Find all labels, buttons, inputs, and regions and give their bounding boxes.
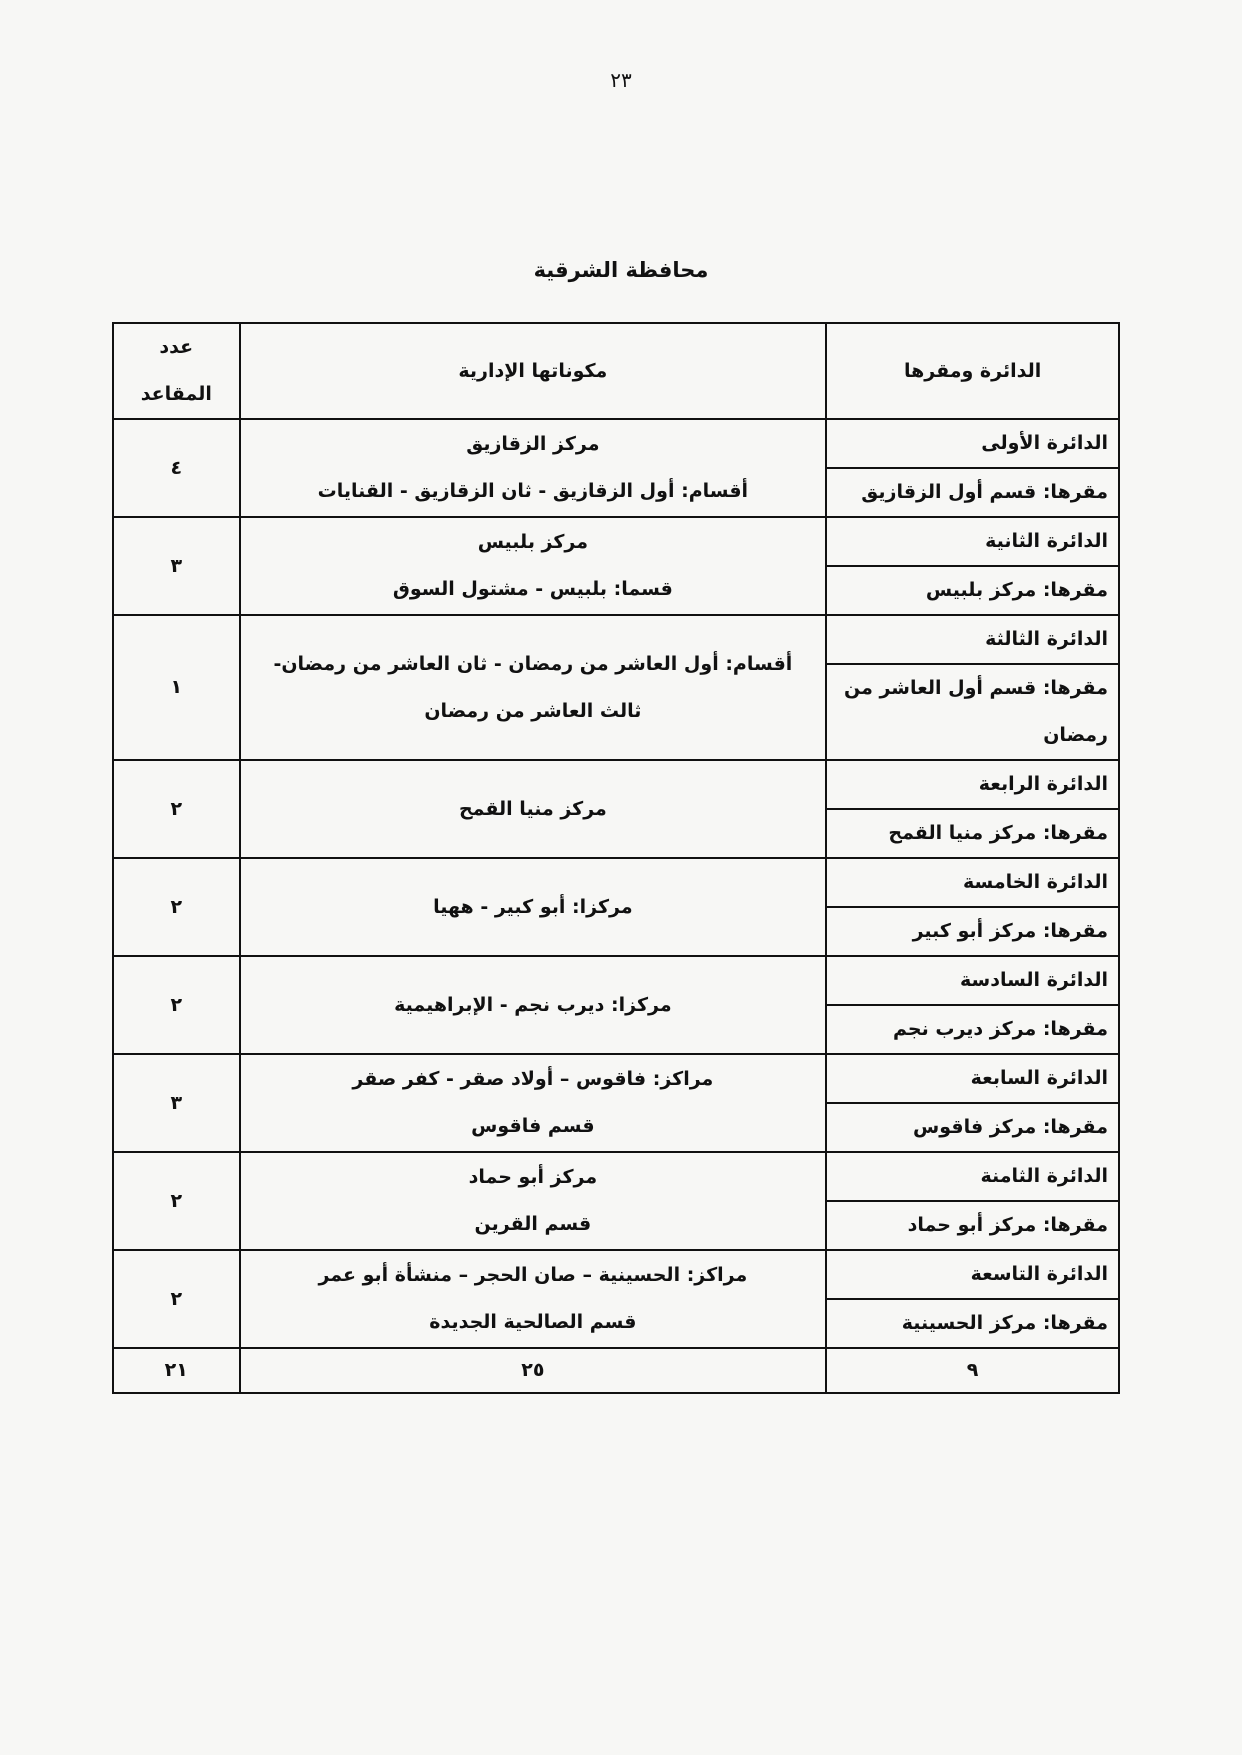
component-line: قسم القرين [474,1213,592,1235]
seats-count: ٢ [113,858,240,956]
components-cell [240,615,827,760]
constituency-name: الدائرة الثالثة [826,615,1119,664]
component-line: قسما: بلبيس - مشتول السوق [392,578,673,600]
component-line: مراكز: فاقوس – أولاد صقر - كفر صقر [352,1068,714,1090]
component-line: مركز أبو حماد [468,1166,598,1188]
constituency-name: الدائرة الخامسة [826,858,1119,907]
seats-count: ٢ [113,1250,240,1348]
total-constituencies: ٩ [826,1348,1119,1393]
constituency-seat: مقرها: مركز فاقوس [826,1103,1119,1152]
constituency-seat: مقرها: مركز ديرب نجم [826,1005,1119,1054]
component-line: أقسام: أول العاشر من رمضان - ثان العاشر من رمضان- ثالث العاشر من رمضان [273,652,793,722]
constituency-seat: مقرها: مركز أبو حماد [826,1201,1119,1250]
components-cell [240,760,827,858]
constituency-name: الدائرة الثامنة [826,1152,1119,1201]
components-cell [240,1250,827,1348]
table-row [113,956,1119,1005]
total-components: ٢٥ [240,1348,827,1393]
table-row [113,760,1119,809]
seats-count: ٤ [113,419,240,517]
header-seats: عدد المقاعد [113,323,240,419]
table-row [113,1250,1119,1299]
constituency-seat: مقرها: مركز منيا القمح [826,809,1119,858]
component-line: قسم فاقوس [471,1115,595,1137]
seats-count: ٢ [113,1152,240,1250]
seats-count: ٣ [113,1054,240,1152]
constituency-seat: مقرها: مركز أبو كبير [826,907,1119,956]
header-constituency: الدائرة ومقرها [826,323,1119,419]
component-line: مركزا: ديرب نجم - الإبراهيمية [394,993,672,1016]
components-cell [240,1054,827,1152]
table-row [113,517,1119,566]
table-row [113,858,1119,907]
table-row [113,1152,1119,1201]
page-title: محافظة الشرقية [533,258,709,282]
constituency-seat: مقرها: قسم أول العاشر من رمضان [826,664,1119,760]
component-line: مركز منيا القمح [458,797,607,820]
table-row [113,1054,1119,1103]
table-row [113,419,1119,468]
table-body [113,419,1119,1348]
component-line: مركز بلبيس [477,531,589,553]
constituencies-table [112,322,1120,1394]
seats-count: ٢ [113,760,240,858]
table-row [113,615,1119,664]
components-cell [240,956,827,1054]
components-cell [240,858,827,956]
seats-count: ٣ [113,517,240,615]
component-line: أقسام: أول الزقازيق - ثان الزقازيق - القنايات [317,480,749,502]
components-cell [240,517,827,615]
totals-row [113,1348,1119,1393]
constituency-seat: مقرها: مركز بلبيس [826,566,1119,615]
header-components: مكوناتها الإدارية [240,323,827,419]
constituency-seat: مقرها: مركز الحسينية [826,1299,1119,1348]
constituency-name: الدائرة الرابعة [826,760,1119,809]
components-cell [240,419,827,517]
component-line: قسم الصالحية الجديدة [429,1311,637,1333]
component-line: مركز الزقازيق [466,433,600,455]
component-line: مركزا: أبو كبير - ههيا [433,895,633,918]
total-seats: ٢١ [113,1348,240,1393]
constituency-name: الدائرة الأولى [826,419,1119,468]
constituency-name: الدائرة السابعة [826,1054,1119,1103]
component-line: مراكز: الحسينية – صان الحجر – منشأة أبو عمر [318,1264,748,1286]
seats-count: ٢ [113,956,240,1054]
table-header-row [113,323,1119,419]
constituency-name: الدائرة السادسة [826,956,1119,1005]
seats-count: ١ [113,615,240,760]
constituency-name: الدائرة التاسعة [826,1250,1119,1299]
components-cell [240,1152,827,1250]
page-number: ٢٣ [610,68,632,92]
constituency-name: الدائرة الثانية [826,517,1119,566]
constituency-seat: مقرها: قسم أول الزقازيق [826,468,1119,517]
